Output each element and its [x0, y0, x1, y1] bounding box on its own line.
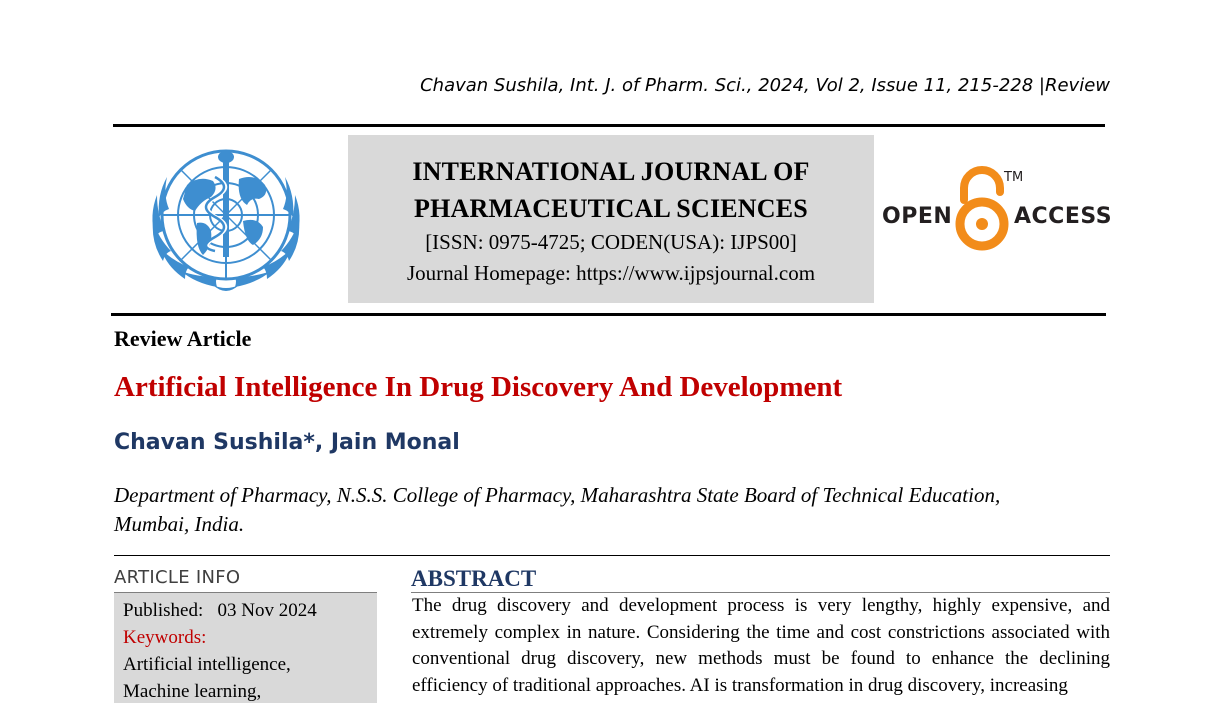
affiliation-line2: Mumbai, India. — [114, 512, 245, 536]
journal-issn: [ISSN: 0975-4725; CODEN(USA): IJPS00] — [425, 230, 797, 254]
header-bottom-rule — [111, 313, 1106, 316]
open-access-word-access: ACCESS — [1014, 204, 1113, 229]
author-affiliation — [114, 481, 1114, 539]
article-info-heading: ARTICLE INFO — [114, 567, 241, 588]
journal-name-line2: PHARMACEUTICAL SCIENCES — [414, 194, 808, 223]
abstract-body: The drug discovery and development process is very lengthy, highly expensive, and extremely complex in nature. Considering the time and cost constrictions associated with conventional drug discovery, new methods must be found to enhance the declining efficiency of traditional approaches. AI is transformation in drug discovery, increasing — [412, 595, 1110, 697]
journal-homepage-link[interactable]: Journal Homepage: https://www.ijpsjournal.com — [406, 261, 816, 285]
un-emblem-icon — [127, 137, 325, 307]
author-list: Chavan Sushila*, Jain Monal — [114, 430, 460, 455]
open-access-logo — [880, 166, 1113, 252]
journal-name-line1: INTERNATIONAL JOURNAL OF — [412, 157, 810, 186]
journal-masthead — [348, 135, 874, 303]
keyword-item: Artificial intelligence, — [123, 654, 291, 675]
open-access-word-open: OPEN — [882, 204, 953, 229]
keyword-item: Machine learning, — [123, 681, 262, 702]
article-type: Review Article — [114, 326, 252, 351]
header-top-rule — [113, 124, 1105, 127]
published-label: Published: — [123, 600, 204, 621]
affiliation-line1: Department of Pharmacy, N.S.S. College of Pharmacy, Maharashtra State Board of Technical Education, — [114, 483, 1001, 507]
published-row — [123, 597, 368, 624]
abstract-heading: ABSTRACT — [411, 566, 537, 591]
trademark-mark: TM — [1004, 170, 1024, 185]
published-date: 03 Nov 2024 — [217, 600, 317, 621]
keywords-label: Keywords: — [123, 627, 207, 648]
running-header: Chavan Sushila, Int. J. of Pharm. Sci., 2024, Vol 2, Issue 11, 215-228 |Review — [420, 75, 1110, 96]
section-divider — [114, 555, 1110, 556]
article-title: Artificial Intelligence In Drug Discovery And Development — [114, 371, 843, 403]
article-info-box — [114, 593, 377, 703]
